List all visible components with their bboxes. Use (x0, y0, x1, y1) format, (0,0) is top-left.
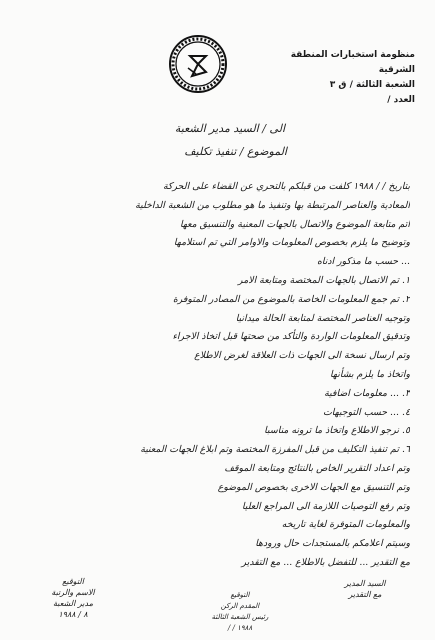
body-line: وتم اعداد التقرير الخاص بالنتائج ومتابعة الموقف (224, 462, 410, 474)
body-line: ١. تم الاتصال بالجهات المختصة ومتابعة الامر (238, 274, 410, 286)
body-line: وسيتم اعلامكم بالمستجدات حال ورودها (255, 538, 410, 550)
body-line: بتاريخ / / ١٩٨٨ كلفت من قبلكم بالتحري عن القضاء على الحركة (163, 181, 410, 192)
letterhead (285, 48, 415, 108)
body-line: ٣. ... معلومات اضافية (324, 387, 410, 399)
body-line: وتوجيه العناصر المختصة لمتابعة الحالة ميدانيا (235, 312, 410, 324)
signature-line: التوقيع (62, 577, 84, 586)
body-line: وتدقيق المعلومات الواردة والتأكد من صحتها قبل اتخاذ الاجراء (172, 331, 410, 343)
body-line: وتم التنسيق مع الجهات الاخرى بخصوص الموضوع (217, 481, 410, 493)
body-line: مع التقدير ... للتفضل بالاطلاع ... مع التقدير (241, 556, 410, 568)
org-line-1: منظومة استخبارات المنطقة الشرقية (290, 50, 415, 75)
body-line: اتم متابعة الموضوع والاتصال بالجهات المعنية والتنسيق معها (179, 218, 410, 230)
body-line: ٢. تم جمع المعلومات الخاصة بالموضوع من المصادر المتوفرة (172, 293, 410, 305)
body-line: واتخاذ ما يلزم بشأنها (330, 368, 410, 380)
signature-block-right (320, 578, 410, 600)
letter-body (48, 178, 410, 573)
body-line: ٥. نرجو الاطلاع واتخاذ ما ترونه مناسبا (264, 425, 410, 437)
signature-block-middle (175, 590, 305, 634)
signature-line: مع التقدير (348, 590, 382, 599)
body-line: ... حسب ما مذكور ادناه (316, 256, 410, 268)
signature-line: التوقيع (230, 591, 250, 599)
number-label: العدد / (387, 95, 415, 105)
subject-line: الموضوع / تنفيذ تكليف (184, 145, 287, 158)
body-line: وتم ارسال نسخة الى الجهات ذات العلاقة لغرض الاطلاع (194, 350, 410, 362)
signature-line: المقدم الركن (220, 602, 260, 610)
org-line-2: الشعبة الثالثة / ق ٣ (329, 80, 415, 90)
signature-line: الاسم والرتبة (51, 588, 95, 597)
body-line: ٤. ... حسب التوجيهات (322, 406, 410, 418)
addressee-line: الى / السيد مدير الشعبة (174, 122, 285, 135)
body-line: وتوضيح ما يلزم بخصوص المعلومات والاوامر التي تم استلامها (173, 237, 410, 249)
signature-block-left (30, 576, 116, 620)
signature-line: السيد المدير (344, 579, 386, 588)
body-line: ٦. تم تنفيذ التكليف من قبل المفرزة المختصة وتم ابلاغ الجهات المعنية (140, 444, 410, 456)
body-line: وتم رفع التوصيات اللازمة الى المراجع العليا (242, 500, 410, 512)
signature-line: مدير الشعبة (52, 599, 94, 608)
official-seal (168, 34, 228, 94)
signature-line: ٨ / ١٩٨٨ (58, 610, 88, 619)
body-line: والمعلومات المتوفرة لغاية تاريخه (281, 519, 410, 531)
signature-line: رئيس الشعبة الثالثة (211, 613, 269, 621)
signature-line: ١٩٨٨ / / (227, 624, 253, 632)
body-line: المعادية والعناصر المرتبطة بها وتنفيذ ما هو مطلوب من الشعبة الداخلية (135, 199, 410, 211)
